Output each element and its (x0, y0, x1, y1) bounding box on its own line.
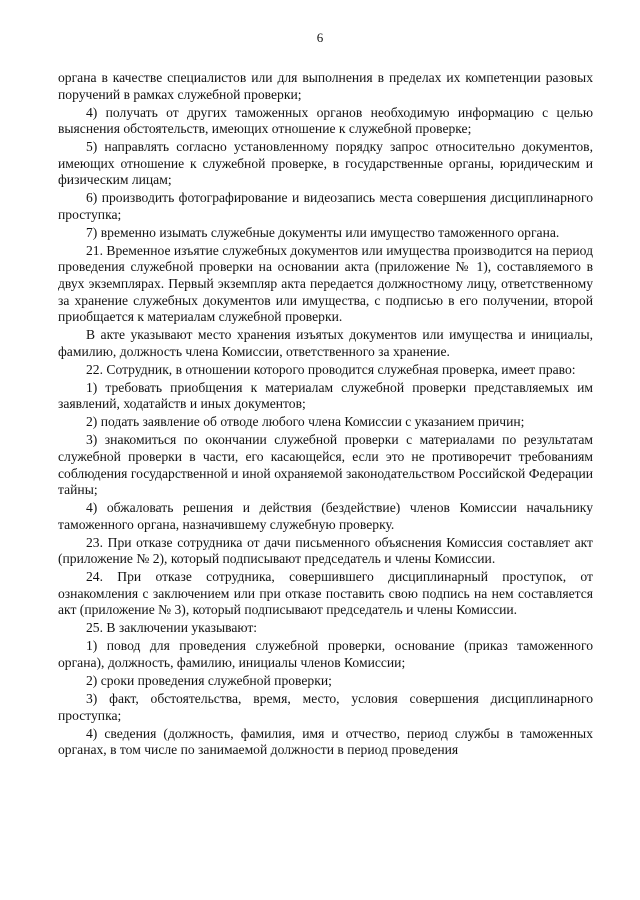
paragraph-22-item-4: 4) обжаловать решения и действия (бездействие) членов Комиссии начальнику таможенного органа, назначившему служебную проверку. (58, 500, 593, 532)
paragraph-item-5: 5) направлять согласно установленному порядку запрос относительно документов, имеющих отношение к служебной проверке, в государственные органы, юридическим и физическим лицам; (58, 139, 593, 188)
paragraph-25: 25. В заключении указывают: (86, 620, 258, 636)
paragraph-25-item-1: 1) повод для проведения служебной проверки, основание (приказ таможенного органа), должность, фамилию, инициалы членов Комиссии; (58, 638, 593, 671)
paragraph-23: 23. При отказе сотрудника от дачи письменного объяснения Комиссия составляет акт (приложение № 2), который подписывают председатель и члены Комиссии. (58, 534, 593, 567)
paragraph-continuation: органа в качестве специалистов или для выполнения в пределах их компетенции разовых поручений в рамках служебной проверки; (58, 70, 593, 102)
paragraph-22-item-2: 2) подать заявление об отводе любого члена Комиссии с указанием причин; (86, 414, 525, 430)
paragraph-22-item-3: 3) знакомиться по окончании служебной проверки с материалами по результатам служебной проверки в части, его касающейся, если это не противоречит требованиям соблюдения государственной и иной охраняемой законодательством Российской Федерации тайны; (58, 432, 593, 498)
paragraph-21: 21. Временное изъятие служебных документов или имущества производится на период проведения служебной проверки на основании акта (приложение № 1), составляемого в двух экземплярах. Первый экземпляр акта передается должностному лицу, ответственному за хранение служебных документов или имущества, с подписью в его получении, второй приобщается к материалам служебной проверки. (58, 242, 593, 325)
paragraph-24: 24. При отказе сотрудника, совершившего дисциплинарный проступок, от ознакомления с заключением или при отказе поставить свою подпись на нем составляется акт (приложение № 3), который подписывают председатель и члены Комиссии. (58, 569, 593, 618)
document-body (58, 70, 593, 760)
paragraph-22: 22. Сотрудник, в отношении которого проводится служебная проверка, имеет право: (86, 361, 576, 377)
paragraph-25-item-4: 4) сведения (должность, фамилия, имя и отчество, период службы в таможенных органах, в том числе по занимаемой должности в период проведения (58, 725, 593, 758)
paragraph-25-item-2: 2) сроки проведения служебной проверки; (86, 673, 332, 689)
paragraph-item-6: 6) производить фотографирование и видеозапись места совершения дисциплинарного проступка; (58, 190, 593, 222)
page-number: 6 (316, 30, 324, 45)
paragraph-item-7: 7) временно изымать служебные документы или имущество таможенного органа. (86, 224, 560, 240)
paragraph-21-act: В акте указывают место хранения изъятых документов или имущества и инициалы, фамилию, должность члена Комиссии, ответственного за хранение. (58, 327, 593, 359)
paragraph-item-4: 4) получать от других таможенных органов необходимую информацию с целью выяснения обстоятельств, имеющих отношение к служебной проверке; (58, 104, 593, 137)
paragraph-25-item-3: 3) факт, обстоятельства, время, место, условия совершения дисциплинарного проступка; (58, 691, 593, 723)
paragraph-22-item-1: 1) требовать приобщения к материалам служебной проверки представляемых им заявлений, ходатайств и иных документов; (58, 379, 593, 412)
